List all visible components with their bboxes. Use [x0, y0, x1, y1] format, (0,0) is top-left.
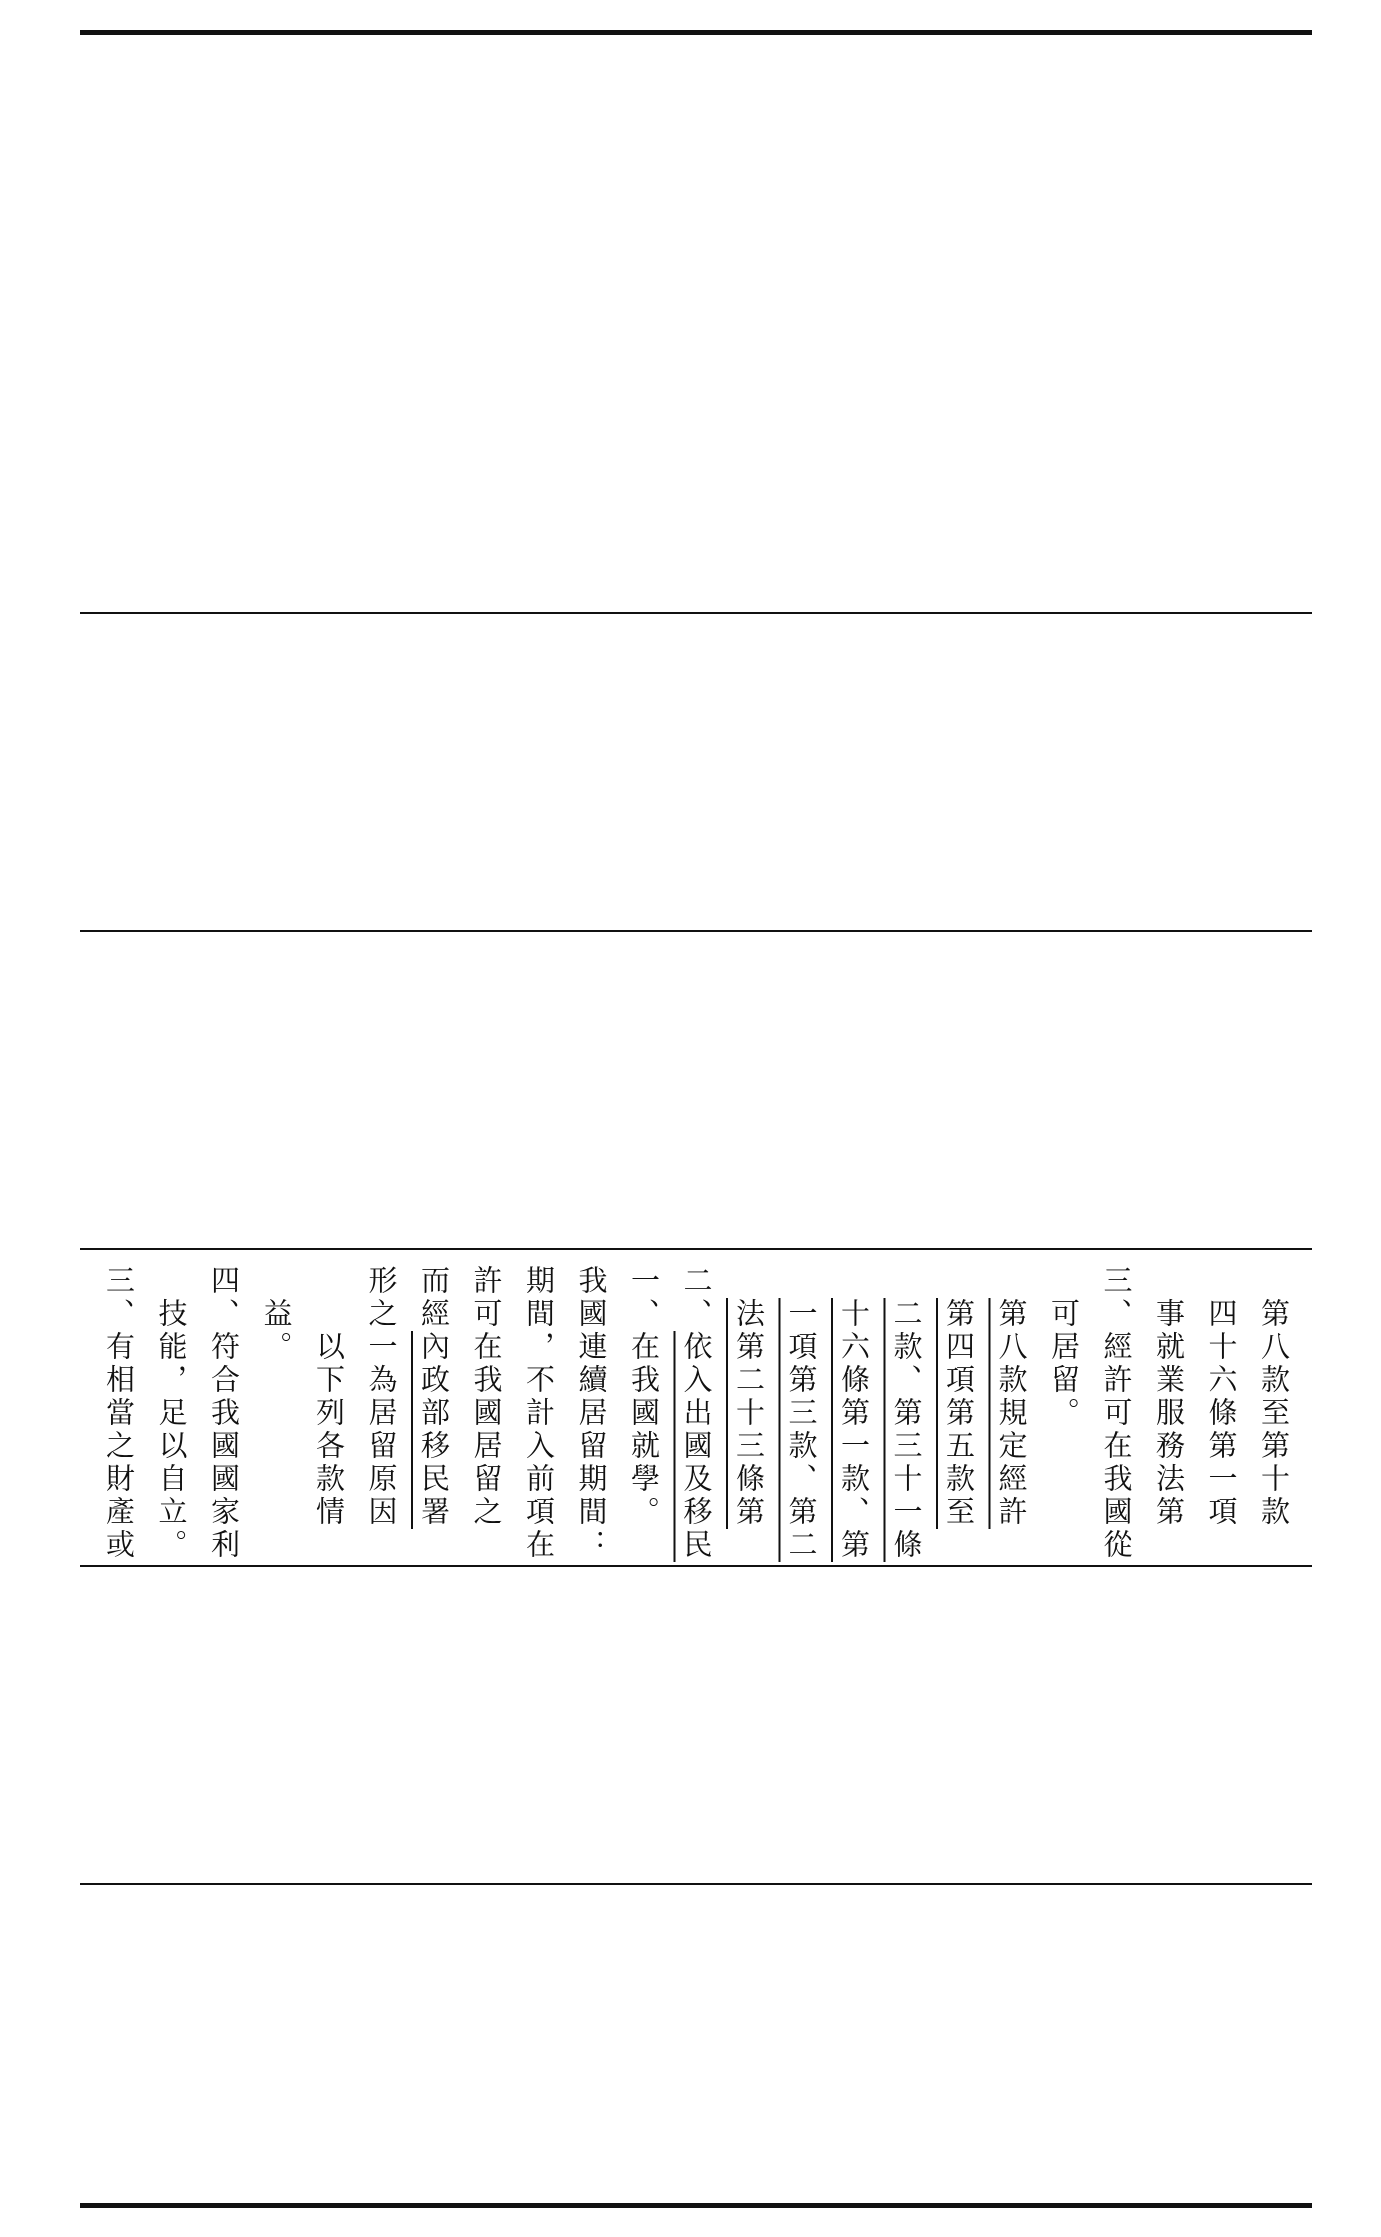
text-column	[1099, 1265, 1134, 1562]
vertical-text-block	[80, 1253, 1312, 1562]
text-column	[102, 1265, 136, 1562]
text-segment: 二、	[679, 1265, 714, 1331]
empty-cell-1	[80, 35, 1312, 612]
text-column	[1152, 1298, 1186, 1529]
text-segment: 四十六條第一項	[1204, 1298, 1239, 1529]
text-segment: 可居留。	[1047, 1298, 1081, 1430]
text-segment: 第八款至第十款	[1257, 1298, 1291, 1529]
underlined-text: 法第二十三條第	[732, 1298, 766, 1529]
text-segment: 四、符合我國國家利	[207, 1265, 241, 1562]
text-segment: 期間，不計入前項在	[522, 1265, 556, 1562]
text-column	[1257, 1298, 1291, 1529]
text-column	[364, 1265, 399, 1529]
text-segment: 事就業服務法第	[1152, 1298, 1186, 1529]
text-column	[312, 1331, 346, 1529]
text-segment: 一、在我國就學。	[627, 1265, 661, 1529]
empty-cell-3	[80, 932, 1312, 1248]
text-column	[1047, 1298, 1081, 1430]
underlined-text: 依入出國及移民	[679, 1331, 714, 1562]
text-column	[994, 1298, 1029, 1529]
underlined-text: 第八款規定經許	[994, 1298, 1029, 1529]
text-segment: 而經	[417, 1265, 451, 1331]
text-column	[1204, 1298, 1239, 1529]
text-segment: 益。	[259, 1298, 294, 1364]
empty-cell-6	[80, 1885, 1312, 2203]
text-segment: 形之一為居留原因	[364, 1265, 399, 1529]
text-segment: 三、有相當之財產或	[102, 1265, 136, 1562]
text-segment: 三、經許可在我國從	[1099, 1265, 1134, 1562]
text-segment: 許可在我國居留之	[469, 1265, 504, 1529]
empty-cell-2	[80, 614, 1312, 930]
text-segment: 我國連續居留期間：	[574, 1265, 609, 1562]
underlined-text: 一項第三款、第二	[784, 1298, 819, 1562]
text-column	[469, 1265, 504, 1529]
text-column	[574, 1265, 609, 1562]
text-column	[732, 1298, 766, 1529]
underlined-text: 十六條第一款、第	[837, 1298, 871, 1562]
text-column	[259, 1298, 294, 1364]
text-column	[837, 1298, 871, 1562]
text-column	[942, 1298, 976, 1529]
underlined-text: 第四項第五款至	[942, 1298, 976, 1529]
text-column	[627, 1265, 661, 1529]
text-column	[679, 1265, 714, 1562]
empty-cell-5	[80, 1567, 1312, 1883]
underlined-text: 內政部移民署	[417, 1331, 451, 1529]
text-column	[889, 1298, 924, 1562]
underlined-text: 二款、第三十一條	[889, 1298, 924, 1562]
text-column	[207, 1265, 241, 1562]
text-segment: 以下列各款情	[312, 1331, 346, 1529]
text-segment: 技能，足以自立。	[154, 1298, 189, 1562]
row-divider-3	[80, 1248, 1312, 1250]
text-column	[784, 1298, 819, 1562]
bottom-border	[80, 2203, 1312, 2208]
text-column	[154, 1298, 189, 1562]
text-column	[417, 1265, 451, 1529]
text-column	[522, 1265, 556, 1562]
